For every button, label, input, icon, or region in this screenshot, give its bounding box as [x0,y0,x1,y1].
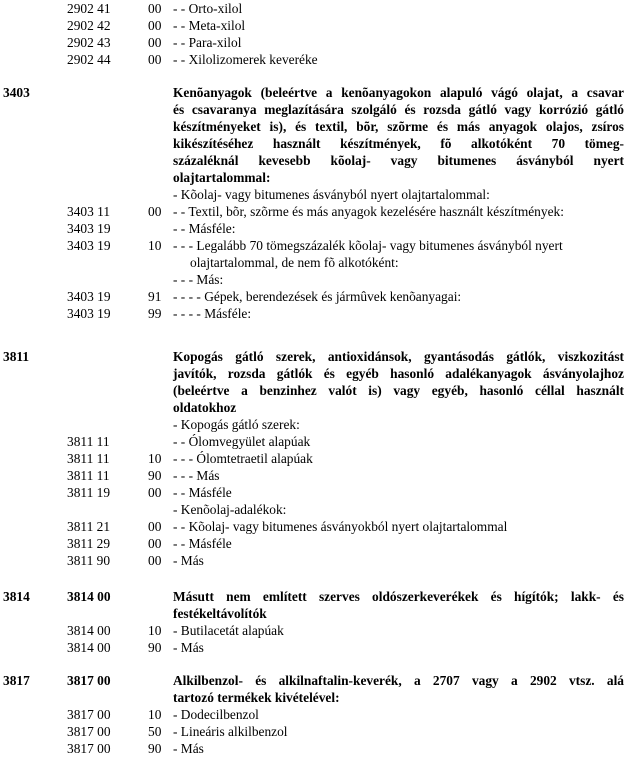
description-cell: - - - Legalább 70 tömegszázalék kõolaj- vagy bitumenes ásványból nyert [173,238,563,253]
description-cell: - - Ólomvegyület alapúak [173,434,311,449]
heading-title-line: kikészítéséhez használt készítmények, fõ alkotóként 70 tömeg- [173,136,624,151]
description-cell: - Kenõolaj-adalékok: [173,502,287,517]
subcode-cell: 00 [148,553,162,568]
subcode-cell: 00 [148,485,162,500]
description-cell: - Más [173,640,204,655]
code-cell: 3811 11 [67,468,110,483]
code-cell: 3817 00 [67,724,111,739]
code-cell: 3403 19 [67,289,111,304]
heading-title-line: (beleértve a benzinhez valót is) vagy egyéb, hasonló céllal használt [173,383,624,398]
heading-title-line: festékeltávolítók [173,606,267,621]
heading-title-line: olajtartalommal: [173,170,271,185]
code-cell: 3403 19 [67,221,111,236]
code-cell: 3403 19 [67,306,111,321]
subcode-cell: 00 [148,1,162,16]
description-cell: - Dodecilbenzol [173,707,259,722]
code-cell: 2902 44 [67,52,111,67]
heading-number: 3814 [3,589,30,604]
heading-title-line: és csavaranya meglazítására szolgáló és rozsda gátló vagy korrózió gátló [173,102,624,117]
description-cell: - - Xilolizomerek keveréke [173,52,318,67]
subcode-cell: 10 [148,238,162,253]
code-cell: 3817 00 [67,741,111,756]
code-cell: 3811 19 [67,485,111,500]
description-cell: - - - Más [173,468,220,483]
description-cell: olajtartalommal, de nem fõ alkotóként: [190,255,399,270]
description-cell: - - Másféle: [173,221,236,236]
code-cell: 3403 11 [67,204,111,219]
heading-title-line: javítók, rozsda gátlók és egyéb hasonló adalékanyagok ásványolajhoz [173,366,624,381]
code-cell: 3811 29 [67,536,111,551]
code-cell: 2902 42 [67,18,111,33]
code-cell: 3814 00 [67,640,111,655]
description-cell: - - Para-xilol [173,35,242,50]
code-cell: 2902 41 [67,1,111,16]
subcode-cell: 90 [148,640,162,655]
description-cell: - - Orto-xilol [173,1,243,16]
description-cell: - Kõolaj- vagy bitumenes ásványból nyert olajtartalommal: [173,187,490,202]
subcode-cell: 10 [148,707,162,722]
subcode-cell: 00 [148,52,162,67]
heading-title-line: Kenõanyagok (beleértve a kenõanyagokon alapuló vágó olajat, a csavar [173,85,624,100]
code-cell: 3811 90 [67,553,111,568]
heading-title-line: Kopogás gátló szerek, antioxidánsok, gyantásodás gátlók, viszkozitást [173,349,624,364]
description-cell: - - - - Másféle: [173,306,252,321]
code-cell: 3814 00 [67,623,111,638]
subcode-cell: 90 [148,741,162,756]
subcode-cell: 99 [148,306,162,321]
subcode-cell: 50 [148,724,162,739]
description-cell: - - - Ólomtetraetil alapúak [173,451,313,466]
heading-number: 3811 [3,349,30,364]
heading-title-line: százaléknál kevesebb kõolaj- vagy bitumenes ásványból nyert [173,153,624,168]
heading-title-line: készítményeket is), és textil, bõr, szõrme és más anyagok olajos, zsíros [173,119,624,134]
heading-title-line: tartozó termékek kivételével: [173,690,340,705]
description-cell: - - - Más: [173,272,224,287]
heading-title-line: oldatokhoz [173,400,237,415]
subcode-cell: 10 [148,623,162,638]
subcode-cell: 90 [148,468,162,483]
subcode-cell: 10 [148,451,162,466]
description-cell: - Lineáris alkilbenzol [173,724,288,739]
heading-title-line: Alkilbenzol- és alkilnaftalin-keverék, a 2707 vagy a 2902 vtsz. alá [173,673,624,688]
description-cell: - Kopogás gátló szerek: [173,417,300,432]
subcode-cell: 00 [148,536,162,551]
subcode-cell: 00 [148,519,162,534]
heading-number: 3817 [3,673,30,688]
description-cell: - - Textil, bõr, szõrme és más anyagok kezelésére használt készítmények: [173,204,564,219]
description-cell: - - Másféle [173,485,232,500]
description-cell: - - Másféle [173,536,232,551]
subcode-cell: 91 [148,289,162,304]
code-cell: 3811 11 [67,451,110,466]
code-cell: 3403 19 [67,238,111,253]
code-cell: 3811 11 [67,434,110,449]
description-cell: - - Kõolaj- vagy bitumenes ásványokból nyert olajtartalommal [173,519,508,534]
heading-code: 3817 00 [67,673,111,688]
code-cell: 3811 21 [67,519,111,534]
description-cell: - Más [173,741,204,756]
description-cell: - - Meta-xilol [173,18,246,33]
subcode-cell: 00 [148,35,162,50]
code-cell: 3817 00 [67,707,111,722]
description-cell: - Más [173,553,204,568]
code-cell: 2902 43 [67,35,111,50]
description-cell: - - - - Gépek, berendezések és jármûvek kenõanyagai: [173,289,462,304]
subcode-cell: 00 [148,18,162,33]
description-cell: - Butilacetát alapúak [173,623,284,638]
heading-number: 3403 [3,85,30,100]
subcode-cell: 00 [148,204,162,219]
heading-code: 3814 00 [67,589,111,604]
heading-title-line: Másutt nem említett szerves oldószerkeverékek és hígítók; lakk- és [173,589,624,604]
